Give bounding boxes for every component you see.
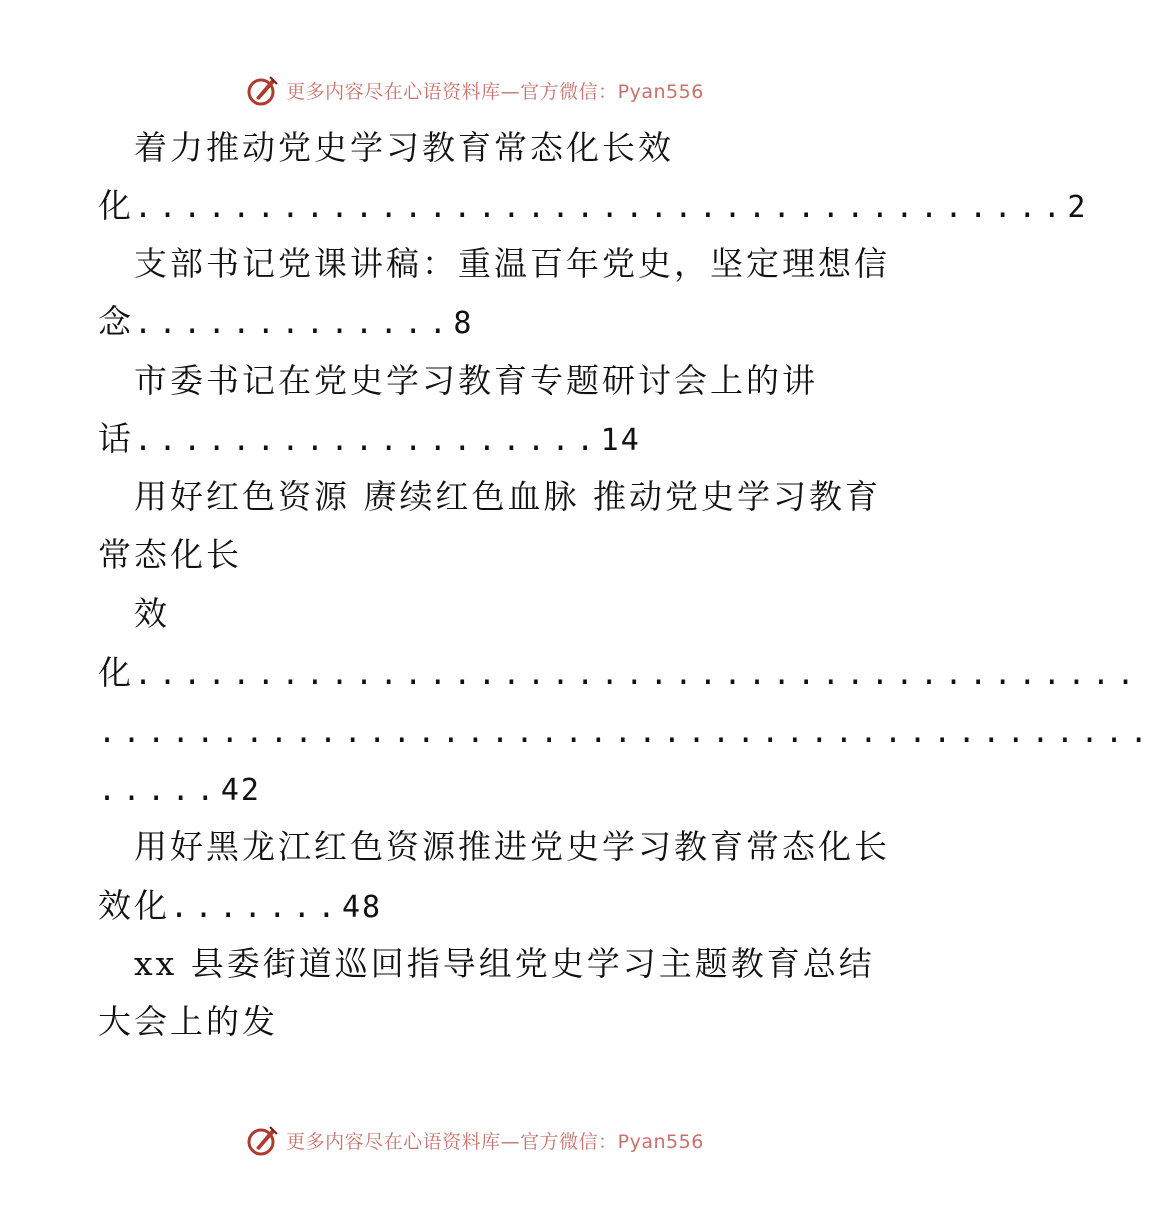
toc-page-number: 42 (220, 773, 261, 808)
toc-entry-3-line-1: 市委书记在党史学习教育专题研讨会上的讲 (134, 361, 818, 400)
toc-page-number: 8 (453, 306, 474, 341)
toc-entry-5-line-1: 用好黑龙江红色资源推进党史学习教育常态化长 (134, 827, 890, 866)
toc-entry-4-line-5 (0, 707, 1154, 755)
toc-entry-2-line-2 (0, 298, 950, 346)
toc-entry-1-line-2 (0, 182, 1088, 230)
toc-entry-6-line-2: 大会上的发 (98, 1002, 278, 1041)
quill-pen-logo-icon (246, 1123, 280, 1157)
toc-entry-1-line-1: 着力推动党史学习教育常态化长效 (134, 128, 674, 167)
toc-entry-4-line-4 (0, 649, 1142, 697)
toc-entry-text: 化 (98, 653, 134, 692)
toc-leader-dots: ....... (170, 890, 342, 925)
toc-page-number: 14 (600, 423, 641, 458)
toc-page-number: 48 (341, 890, 383, 925)
toc-entry-text: 化 (98, 186, 134, 225)
toc-entry-text: 效化 (98, 886, 170, 925)
toc-entry-4-line-6 (0, 765, 950, 813)
toc-page-number: 2 (1067, 190, 1088, 225)
toc-leader-dots: ............. (134, 306, 454, 341)
toc-entry-2-line-1: 支部书记党课讲稿：重温百年党史，坚定理想信 (134, 244, 890, 283)
watermark-text: 更多内容尽在心语资料库—官方微信：Pyan556 (286, 80, 704, 103)
quill-pen-logo-icon (246, 73, 280, 107)
toc-leader-dots: ..... (98, 773, 221, 808)
toc-leader-dots: ........................................... (98, 715, 1154, 750)
toc-entry-text: 念 (98, 302, 134, 341)
watermark-text: 更多内容尽在心语资料库—官方微信：Pyan556 (286, 1130, 704, 1153)
toc-entry-6-line-1: xx 县委街道巡回指导组党史学习主题教育总结 (134, 944, 875, 983)
toc-entry-4-line-3: 效 (134, 594, 170, 633)
toc-entry-3-line-2 (0, 415, 950, 463)
toc-leader-dots: ...................................... (134, 190, 1068, 225)
toc-entry-4-line-1: 用好红色资源 赓续红色血脉 推动党史学习教育 (134, 477, 881, 516)
toc-entry-text: 话 (98, 419, 134, 458)
toc-leader-dots: ......................................... (134, 657, 1142, 692)
toc-entry-4-line-2: 常态化长 (98, 535, 242, 574)
toc-leader-dots: ................... (134, 423, 601, 458)
footer-watermark (0, 1120, 950, 1160)
header-watermark (0, 70, 950, 110)
toc-entry-5-line-2 (0, 882, 950, 930)
